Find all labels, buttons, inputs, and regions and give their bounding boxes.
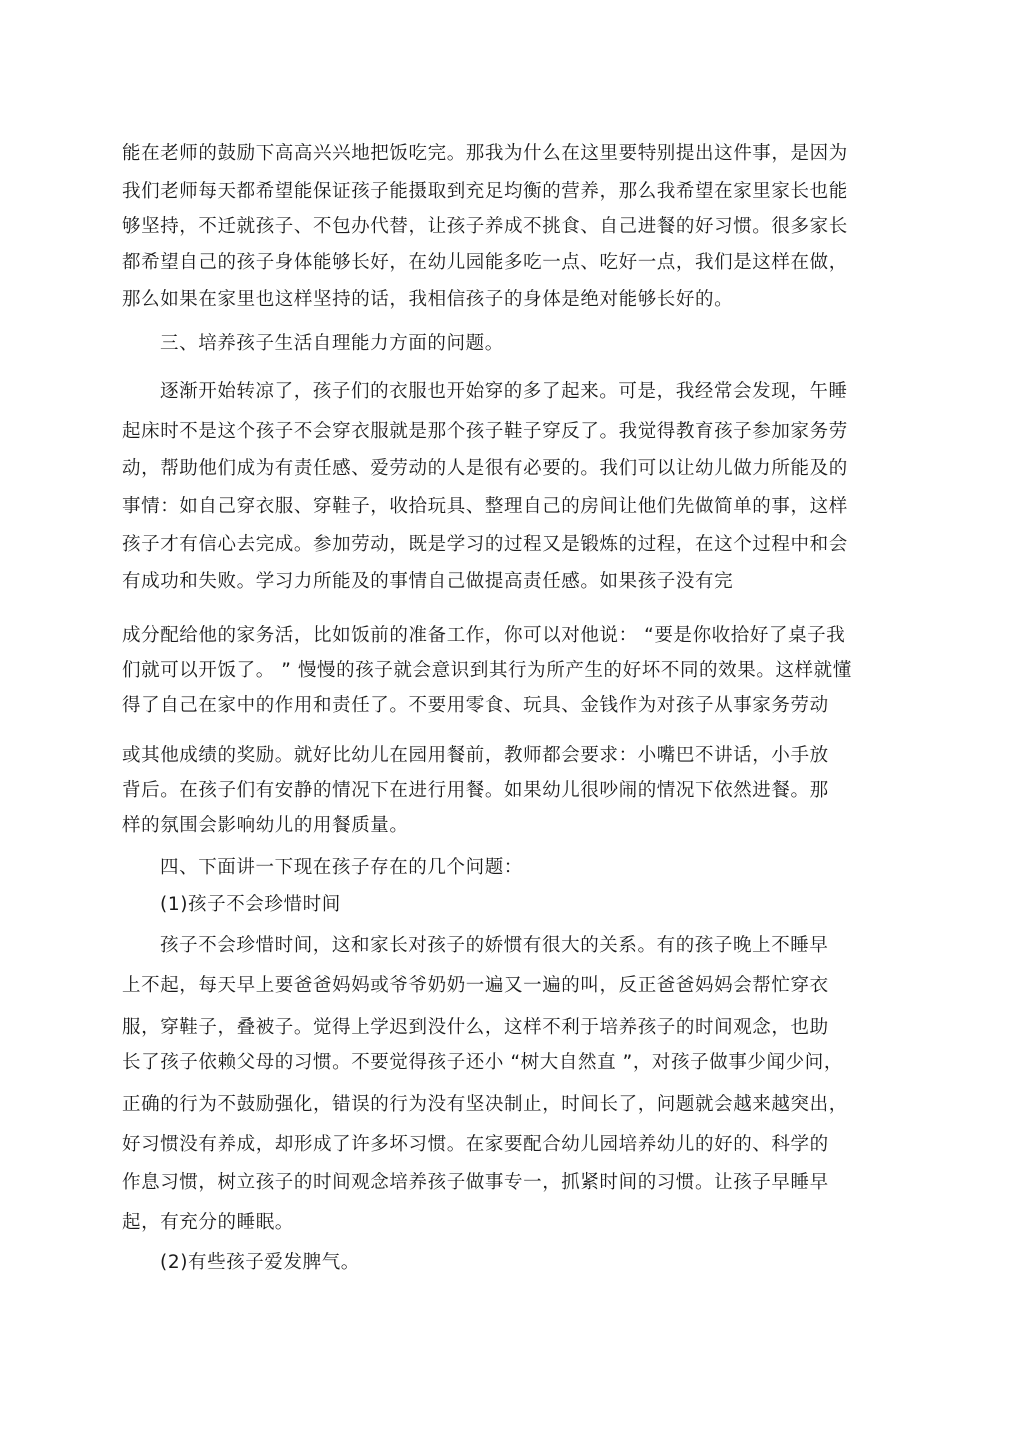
subsection-heading: (2)有些孩子爱发脾气。 [160,1252,360,1273]
text-line: 起床时不是这个孩子不会穿衣服就是那个孩子鞋子穿反了。我觉得教育孩子参加家务劳 [122,421,848,442]
text-line: 都希望自己的孩子身体能够长好，在幼儿园能多吃一点、吃好一点，我们是这样在做， [122,252,848,273]
text-line: 好习惯没有养成，却形成了许多坏习惯。在家要配合幼儿园培养幼儿的好的、科学的 [122,1134,829,1155]
text-line: 或其他成绩的奖励。就好比幼儿在园用餐前，教师都会要求：小嘴巴不讲话，小手放 [122,745,829,766]
text-line: 逐渐开始转凉了，孩子们的衣服也开始穿的多了起来。可是，我经常会发现，午睡 [160,381,848,402]
text-line: 成分配给他的家务活，比如饭前的准备工作，你可以对他说： “要是你收拾好了桌子我 [122,625,846,646]
text-line: 作息习惯，树立孩子的时间观念培养孩子做事专一，抓紧时间的习惯。让孩子早睡早 [122,1172,829,1193]
section-heading: 四、下面讲一下现在孩子存在的几个问题： [160,857,523,878]
text-line: 正确的行为不鼓励强化，错误的行为没有坚决制止，时间长了，问题就会越来越突出， [122,1094,848,1115]
text-line: 事情：如自己穿衣服、穿鞋子，收拾玩具、整理自己的房间让他们先做简单的事，这样 [122,496,848,517]
text-line: 我们老师每天都希望能保证孩子能摄取到充足均衡的营养，那么我希望在家里家长也能 [122,181,848,202]
text-line: 能在老师的鼓励下高高兴兴地把饭吃完。那我为什么在这里要特别提出这件事，是因为 [122,143,848,164]
text-line: 孩子才有信心去完成。参加劳动，既是学习的过程又是锻炼的过程，在这个过程中和会 [122,534,848,555]
text-line: 样的氛围会影响幼儿的用餐质量。 [122,815,409,836]
text-line: 动，帮助他们成为有责任感、爱劳动的人是很有必要的。我们可以让幼儿做力所能及的 [122,458,848,479]
text-line: 上不起，每天早上要爸爸妈妈或爷爷奶奶一遍又一遍的叫，反正爸爸妈妈会帮忙穿衣 [122,975,829,996]
section-heading: 三、培养孩子生活自理能力方面的问题。 [160,333,504,354]
text-line: 孩子不会珍惜时间，这和家长对孩子的娇惯有很大的关系。有的孩子晚上不睡早 [160,935,829,956]
subsection-heading: (1)孩子不会珍惜时间 [160,894,341,915]
text-line: 得了自己在家中的作用和责任了。不要用零食、玩具、金钱作为对孩子从事家务劳动 [122,695,829,716]
text-line: 背后。在孩子们有安静的情况下在进行用餐。如果幼儿很吵闹的情况下依然进餐。那 [122,780,829,801]
text-line: 们就可以开饭了。 ” 慢慢的孩子就会意识到其行为所产生的好坏不同的效果。这样就懂 [122,660,852,681]
text-line: 够坚持，不迁就孩子、不包办代替，让孩子养成不挑食、自己进餐的好习惯。很多家长 [122,216,848,237]
text-line: 长了孩子依赖父母的习惯。不要觉得孩子还小 “树大自然直 ”，对孩子做事少闻少问， [122,1052,843,1073]
text-line: 有成功和失败。学习力所能及的事情自己做提高责任感。如果孩子没有完 [122,571,734,592]
text-line: 那么如果在家里也这样坚持的话，我相信孩子的身体是绝对能够长好的。 [122,289,734,310]
text-line: 起，有充分的睡眠。 [122,1212,294,1233]
text-line: 服，穿鞋子，叠被子。觉得上学迟到没什么，这样不利于培养孩子的时间观念，也助 [122,1017,829,1038]
